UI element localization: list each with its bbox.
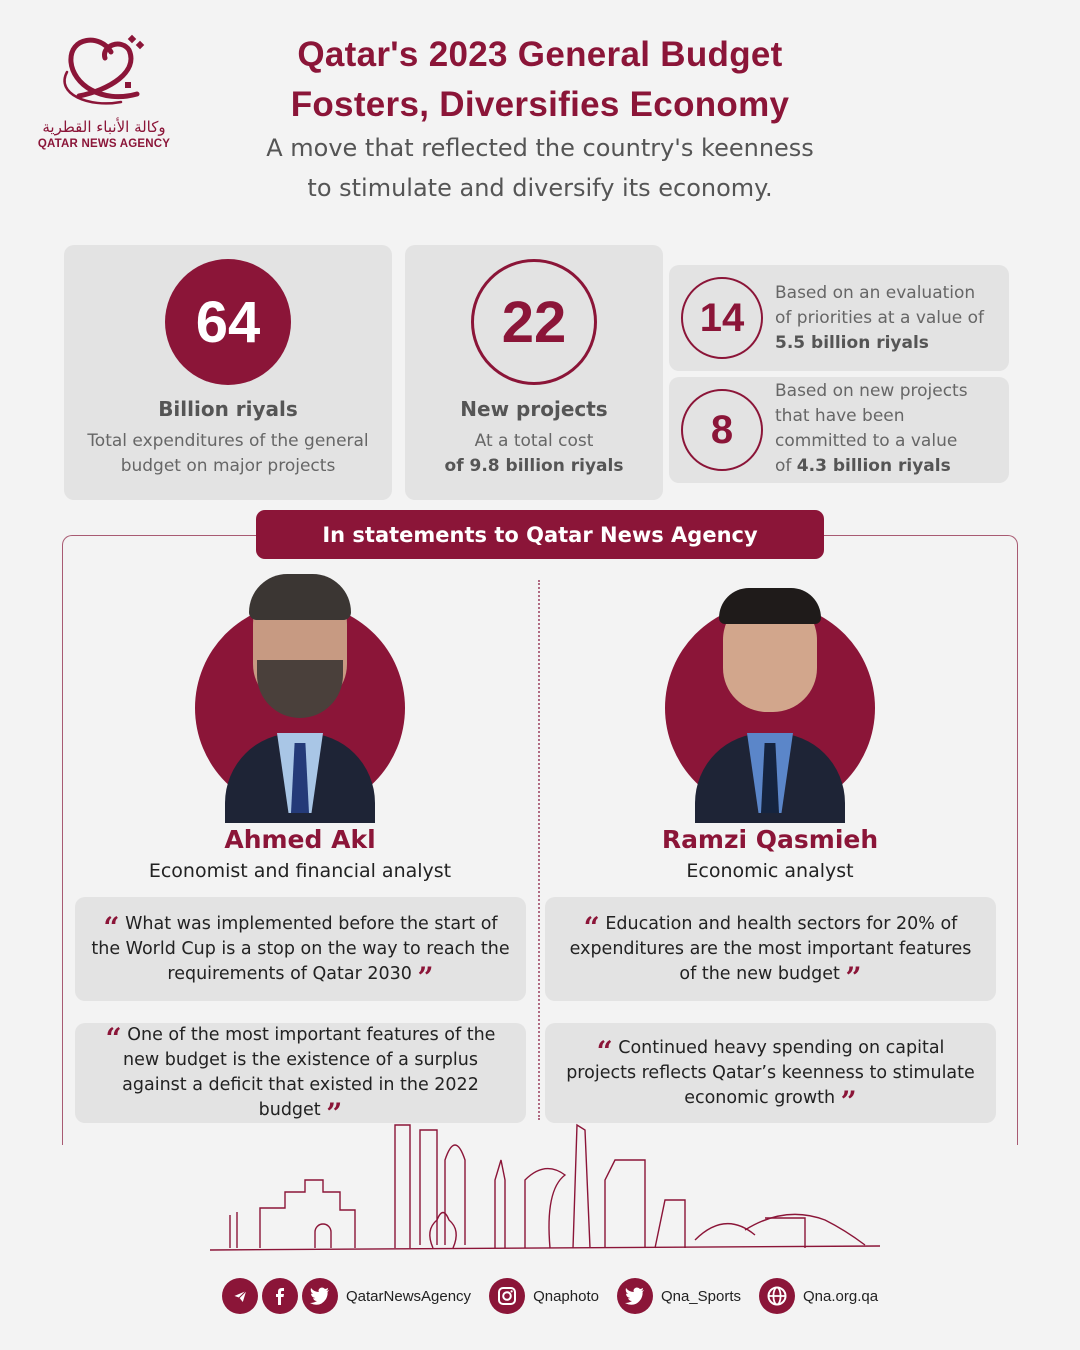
social-handle[interactable]: Qna.org.qa [803, 1287, 879, 1305]
open-quote-icon: “ [103, 910, 120, 944]
facebook-icon[interactable] [262, 1278, 298, 1314]
stat-value-badge: 14 [681, 277, 763, 359]
social-footer [222, 1276, 892, 1316]
close-quote-icon: ” [845, 960, 862, 994]
social-handle[interactable]: Qna_Sports [660, 1287, 741, 1305]
quote-card [545, 897, 996, 1001]
person-ramzi-qasmieh [560, 578, 980, 882]
stat-heading: New projects [460, 397, 608, 421]
quote-card [75, 897, 526, 1001]
stat-desc-line: At a total cost [474, 431, 594, 451]
stat-value-badge: 64 [165, 259, 291, 385]
logo-arabic-text: وكالة الأنباء القطرية [42, 118, 166, 136]
stat-desc-line: Based on an evaluation [775, 283, 976, 303]
quote-body [91, 910, 510, 994]
quote-text: One of the most important features of the new budget is the existence of a surplus against a deficit that existed in the 2022 budget [122, 1025, 496, 1120]
stat-value-badge: 8 [681, 389, 763, 471]
doha-skyline-illustration [205, 1120, 885, 1255]
stat-heading: Billion riyals [158, 397, 298, 421]
social-handle[interactable]: Qnaphoto [533, 1287, 599, 1305]
title-line-1: Qatar's 2023 General Budget [297, 35, 783, 74]
avatar [195, 578, 405, 813]
quote-card [75, 1022, 526, 1130]
close-quote-icon: ” [417, 960, 434, 994]
twitter-icon[interactable] [617, 1278, 653, 1314]
quote-body [561, 1034, 980, 1118]
qna-emblem-icon [49, 32, 159, 114]
statements-banner: In statements to Qatar News Agency [256, 510, 824, 559]
open-quote-icon: “ [105, 1022, 122, 1055]
instagram-icon[interactable] [489, 1278, 525, 1314]
avatar [665, 578, 875, 813]
quote-text: What was implemented before the start of the World Cup is a stop on the way to reach the requirements of Qatar 2030 [91, 913, 510, 984]
person-role: Economist and financial analyst [148, 860, 452, 882]
stat-description [775, 281, 984, 356]
stat-desc-bold: 4.3 billion riyals [796, 456, 951, 476]
stat-desc-line: of priorities at a value of [775, 308, 985, 328]
dotted-divider [538, 580, 540, 1120]
stat-card-total-expenditures [64, 245, 392, 500]
quote-text: Education and health sectors for 20% of expenditures are the most important features of the new budget [569, 913, 972, 984]
quote-text: Continued heavy spending on capital projects reflects Qatar’s keenness to stimulate economic growth [566, 1037, 975, 1108]
stat-desc-line: that have been [775, 406, 905, 426]
stat-value-badge: 22 [471, 259, 597, 385]
stat-card-committed-projects [669, 377, 1009, 483]
quote-card [545, 1023, 996, 1123]
page-header [230, 30, 850, 208]
stat-description [64, 429, 392, 479]
page-title [230, 30, 850, 130]
qna-logo [34, 32, 174, 157]
stat-card-new-projects [405, 245, 663, 500]
subtitle-line-1: A move that reflected the country's keenness [266, 134, 814, 162]
quote-body [91, 1022, 510, 1130]
social-handle[interactable]: QatarNewsAgency [346, 1287, 472, 1305]
person-role: Economic analyst [686, 860, 854, 882]
title-line-2: Fosters, Diversifies Economy [290, 85, 790, 124]
stat-desc-prefix: of [775, 456, 797, 476]
stat-desc-line: Based on new projects [775, 381, 968, 401]
subtitle-line-2: to stimulate and diversify its economy. [307, 174, 773, 202]
person-name: Ahmed Akl [224, 825, 376, 854]
quote-body [561, 910, 980, 994]
globe-icon[interactable] [759, 1278, 795, 1314]
open-quote-icon: “ [583, 910, 600, 944]
telegram-icon[interactable] [222, 1278, 258, 1314]
stat-card-priorities [669, 265, 1009, 371]
stat-desc-line: Total expenditures of the general [87, 431, 369, 451]
open-quote-icon: “ [596, 1034, 613, 1068]
twitter-icon[interactable] [302, 1278, 338, 1314]
stat-desc-line: budget on major projects [120, 456, 336, 476]
close-quote-icon: ” [326, 1097, 343, 1130]
stat-description [405, 429, 663, 479]
page-subtitle [230, 128, 850, 208]
stat-desc-bold: of 9.8 billion riyals [444, 456, 624, 476]
close-quote-icon: ” [840, 1084, 857, 1118]
avatar-hair [249, 574, 351, 620]
stat-description [775, 379, 968, 479]
logo-english-text: QATAR NEWS AGENCY [37, 138, 171, 150]
person-name: Ramzi Qasmieh [661, 825, 879, 854]
person-ahmed-akl [90, 578, 510, 882]
avatar-hair [719, 588, 821, 624]
stat-desc-bold: 5.5 billion riyals [775, 333, 929, 353]
stat-desc-line: committed to a value [775, 431, 958, 451]
